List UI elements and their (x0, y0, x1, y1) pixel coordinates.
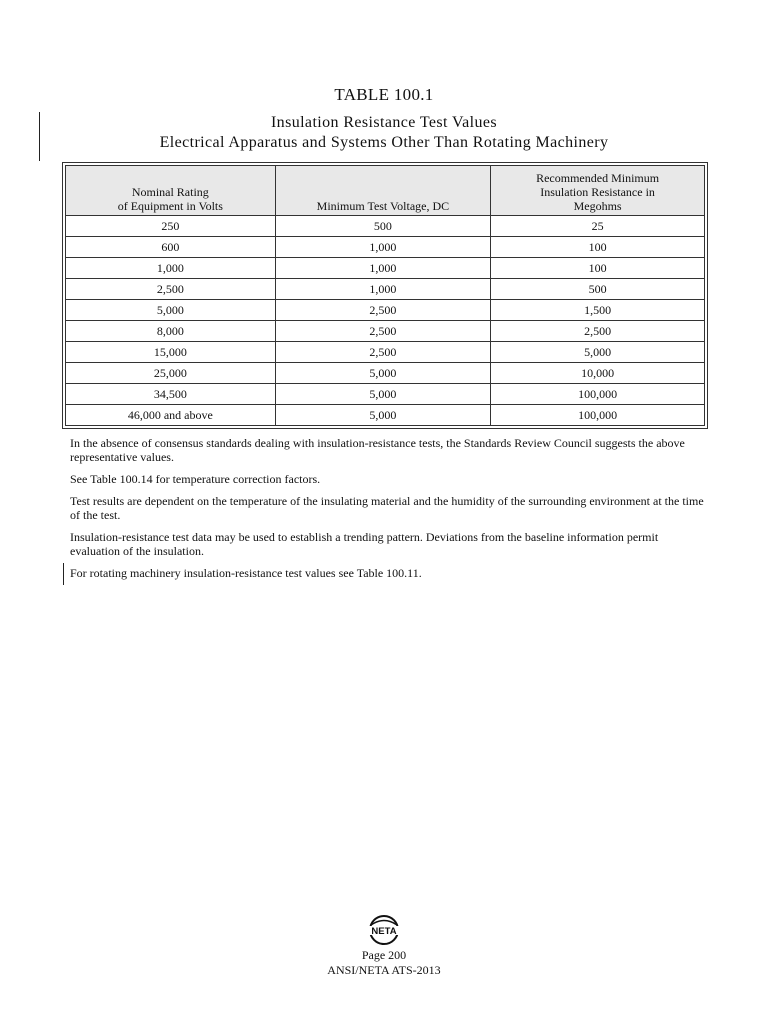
cell-rating: 25,000 (66, 363, 276, 384)
cell-rating: 250 (66, 216, 276, 237)
cell-voltage: 2,500 (275, 300, 491, 321)
note-paragraph: For rotating machinery insulation-resistance test values see Table 100.11. (70, 566, 422, 580)
cell-resistance: 100,000 (491, 384, 705, 405)
cell-resistance: 1,500 (491, 300, 705, 321)
cell-voltage: 2,500 (275, 321, 491, 342)
cell-voltage: 2,500 (275, 342, 491, 363)
note-paragraph: Insulation-resistance test data may be used to establish a trending pattern. Deviations from the baseline information permit evaluation of the insulation. (70, 530, 659, 558)
logo-text: NETA (371, 926, 397, 937)
table-subtitle-line-2: Electrical Apparatus and Systems Other Than Rotating Machinery (159, 134, 609, 151)
header-min-test-voltage: Minimum Test Voltage, DC (275, 166, 491, 216)
cell-resistance: 5,000 (491, 342, 705, 363)
insulation-resistance-table (65, 165, 705, 426)
cell-resistance: 100 (491, 237, 705, 258)
revision-change-bar (63, 563, 64, 585)
table-row (66, 384, 705, 405)
table-title: TABLE 100.1 (334, 85, 434, 104)
cell-rating: 600 (66, 237, 276, 258)
insulation-resistance-table-frame (62, 162, 708, 429)
standard-designation: ANSI/NETA ATS-2013 (327, 963, 441, 977)
header-nominal-rating: Nominal Rating of Equipment in Volts (66, 166, 276, 216)
table-row (66, 300, 705, 321)
cell-voltage: 500 (275, 216, 491, 237)
page-number: Page 200 (361, 948, 407, 962)
table-row (66, 279, 705, 300)
cell-rating: 1,000 (66, 258, 276, 279)
cell-voltage: 1,000 (275, 258, 491, 279)
table-row (66, 405, 705, 426)
note-paragraph: In the absence of consensus standards dealing with insulation-resistance tests, the Standards Review Council suggests the above representative values. (70, 436, 685, 464)
note-paragraph: Test results are dependent on the temperature of the insulating material and the humidity of the surrounding environment at the time of the test. (70, 494, 704, 522)
cell-resistance: 10,000 (491, 363, 705, 384)
cell-voltage: 1,000 (275, 279, 491, 300)
cell-voltage: 5,000 (275, 363, 491, 384)
table-header-row (66, 166, 705, 216)
footer-logo-area (0, 914, 768, 951)
cell-voltage: 1,000 (275, 237, 491, 258)
table-row (66, 363, 705, 384)
cell-resistance: 100 (491, 258, 705, 279)
cell-rating: 15,000 (66, 342, 276, 363)
cell-resistance: 2,500 (491, 321, 705, 342)
table-row (66, 321, 705, 342)
cell-resistance: 25 (491, 216, 705, 237)
cell-resistance: 500 (491, 279, 705, 300)
cell-resistance: 100,000 (491, 405, 705, 426)
cell-voltage: 5,000 (275, 384, 491, 405)
cell-rating: 34,500 (66, 384, 276, 405)
table-row (66, 216, 705, 237)
header-recommended-min-resistance: Recommended Minimum Insulation Resistance in Megohms (491, 166, 705, 216)
note-paragraph: See Table 100.14 for temperature correction factors. (70, 472, 321, 486)
cell-rating: 8,000 (66, 321, 276, 342)
cell-voltage: 5,000 (275, 405, 491, 426)
neta-logo-icon (367, 914, 401, 946)
table-row (66, 342, 705, 363)
table-row (66, 258, 705, 279)
cell-rating: 2,500 (66, 279, 276, 300)
table-row (66, 237, 705, 258)
table-subtitle-line-1: Insulation Resistance Test Values (270, 114, 498, 131)
table-notes (70, 436, 710, 588)
cell-rating: 46,000 and above (66, 405, 276, 426)
cell-rating: 5,000 (66, 300, 276, 321)
